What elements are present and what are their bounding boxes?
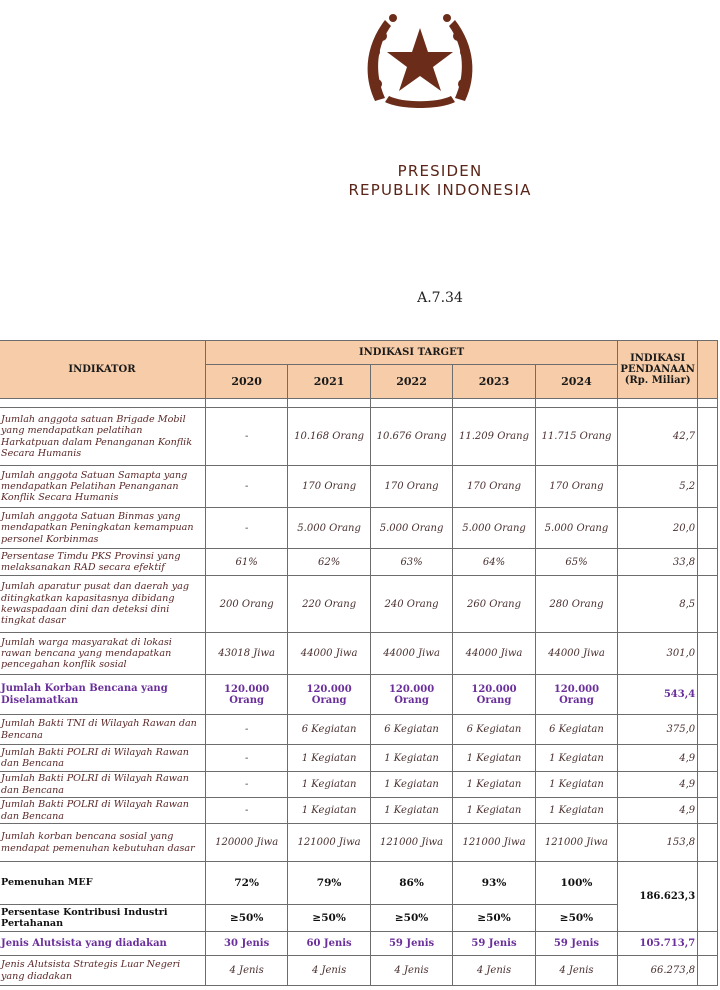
funding-value: 66.273,8 (618, 956, 698, 986)
indicator-name: Jumlah korban bencana sosial yang mendapat pemenuhan kebutuhan dasar (0, 824, 205, 862)
col-indikasi-target: INDIKASI TARGET (205, 341, 617, 365)
indicator-name: Jumlah Bakti TNI di Wilayah Rawan dan Bencana (0, 715, 205, 745)
table-row (0, 745, 718, 772)
indicator-name: Jenis Alutsista yang diadakan (0, 932, 205, 956)
year-2020: 2020 (205, 365, 287, 399)
table-row (0, 956, 718, 986)
target-2023: 170 Orang (453, 466, 535, 508)
indicator-name: Persentase Timdu PKS Provinsi yang melaksanakan RAD secara efektif (0, 549, 205, 576)
col-indikator: INDIKATOR (0, 341, 205, 399)
target-2020: - (205, 408, 287, 466)
target-2024: 1 Kegiatan (535, 798, 617, 824)
table-row (0, 549, 718, 576)
target-2021: 60 Jenis (288, 932, 370, 956)
target-2020: - (205, 508, 287, 549)
target-2020: ≥50% (205, 905, 287, 932)
year-2022: 2022 (370, 365, 452, 399)
funding-value: 153,8 (618, 824, 698, 862)
target-2024: 1 Kegiatan (535, 745, 617, 772)
target-2022: 44000 Jiwa (370, 633, 452, 675)
president-title: PRESIDEN (397, 162, 483, 180)
target-2023: 1 Kegiatan (453, 772, 535, 798)
funding-value: 4,9 (618, 772, 698, 798)
table-row (0, 715, 718, 745)
target-2022: 86% (370, 862, 452, 905)
target-2021: 79% (288, 862, 370, 905)
indicator-name: Jumlah anggota satuan Brigade Mobil yang mendapatkan pelatihan Harkatpuan dalam Penanganan Konflik Secara Humanis (0, 408, 205, 466)
funding-value: 543,4 (618, 675, 698, 715)
target-2020: - (205, 772, 287, 798)
pendanaan-line-3: (Rp. Miliar) (624, 375, 691, 386)
target-2022: 10.676 Orang (370, 408, 452, 466)
funding-value: 375,0 (618, 715, 698, 745)
target-2024: 5.000 Orang (535, 508, 617, 549)
indicator-name: Jumlah anggota Satuan Binmas yang mendapatkan Peningkatan kemampuan personel Korbinmas (0, 508, 205, 549)
target-2022: 240 Orang (370, 576, 452, 633)
target-2023: 11.209 Orang (453, 408, 535, 466)
target-2020: 200 Orang (205, 576, 287, 633)
year-2024: 2024 (535, 365, 617, 399)
table-row (0, 905, 718, 932)
target-2023: 4 Jenis (453, 956, 535, 986)
pendanaan-line-1: INDIKASI (630, 353, 686, 364)
indicator-name: Pemenuhan MEF (0, 862, 205, 905)
year-2023: 2023 (453, 365, 535, 399)
target-2021: 1 Kegiatan (288, 745, 370, 772)
funding-value: 105.713,7 (618, 932, 698, 956)
target-2020: 61% (205, 549, 287, 576)
target-2024: 120.000 Orang (535, 675, 617, 715)
target-2024: 44000 Jiwa (535, 633, 617, 675)
indicator-name: Jumlah aparatur pusat dan daerah yag ditingkatkan kapasitasnya dibidang kewaspadaan dini dan deteksi dini tingkat dasar (0, 576, 205, 633)
target-2024: 100% (535, 862, 617, 905)
target-2022: 170 Orang (370, 466, 452, 508)
target-2021: 170 Orang (288, 466, 370, 508)
target-2021: 121000 Jiwa (288, 824, 370, 862)
target-2022: 6 Kegiatan (370, 715, 452, 745)
funding-value: 8,5 (618, 576, 698, 633)
table-row (0, 576, 718, 633)
target-2022: 4 Jenis (370, 956, 452, 986)
target-2022: 1 Kegiatan (370, 772, 452, 798)
table-row (0, 798, 718, 824)
col-extra (698, 341, 718, 399)
target-2023: 1 Kegiatan (453, 745, 535, 772)
target-2023: 121000 Jiwa (453, 824, 535, 862)
target-2023: 44000 Jiwa (453, 633, 535, 675)
target-2023: 59 Jenis (453, 932, 535, 956)
target-2021: 62% (288, 549, 370, 576)
target-2021: 6 Kegiatan (288, 715, 370, 745)
table-row (0, 508, 718, 549)
target-2020: 120.000 Orang (205, 675, 287, 715)
republic-title: REPUBLIK INDONESIA (348, 181, 532, 199)
target-2020: - (205, 466, 287, 508)
indicator-table (0, 340, 718, 986)
funding-value: 5,2 (618, 466, 698, 508)
target-2023: 120.000 Orang (453, 675, 535, 715)
target-2021: 1 Kegiatan (288, 798, 370, 824)
spacer-row (0, 399, 718, 408)
table-row (0, 466, 718, 508)
target-2021: 44000 Jiwa (288, 633, 370, 675)
target-2024: 170 Orang (535, 466, 617, 508)
target-2021: ≥50% (288, 905, 370, 932)
table-row (0, 633, 718, 675)
target-2024: 121000 Jiwa (535, 824, 617, 862)
table-row (0, 932, 718, 956)
target-2022: 5.000 Orang (370, 508, 452, 549)
funding-value: 186.623,3 (618, 862, 698, 932)
target-2021: 220 Orang (288, 576, 370, 633)
indicator-name: Jumlah warga masyarakat di lokasi rawan bencana yang mendapatkan pencegahan konflik sosial (0, 633, 205, 675)
target-2020: 72% (205, 862, 287, 905)
target-2020: - (205, 798, 287, 824)
target-2023: ≥50% (453, 905, 535, 932)
target-2022: 121000 Jiwa (370, 824, 452, 862)
funding-value: 42,7 (618, 408, 698, 466)
target-2024: 280 Orang (535, 576, 617, 633)
target-2023: 5.000 Orang (453, 508, 535, 549)
target-2023: 260 Orang (453, 576, 535, 633)
target-2020: 4 Jenis (205, 956, 287, 986)
target-2020: 120000 Jiwa (205, 824, 287, 862)
garuda-star-emblem-icon (355, 6, 485, 114)
target-2022: 59 Jenis (370, 932, 452, 956)
target-2020: - (205, 745, 287, 772)
indicator-name: Jenis Alutsista Strategis Luar Negeri yang diadakan (0, 956, 205, 986)
pendanaan-line-2: PENDANAAN (620, 364, 695, 375)
target-2024: 11.715 Orang (535, 408, 617, 466)
target-2022: 1 Kegiatan (370, 745, 452, 772)
target-2021: 5.000 Orang (288, 508, 370, 549)
target-2024: 59 Jenis (535, 932, 617, 956)
target-2023: 6 Kegiatan (453, 715, 535, 745)
target-2024: 65% (535, 549, 617, 576)
table-row (0, 408, 718, 466)
target-2022: 120.000 Orang (370, 675, 452, 715)
table-row (0, 824, 718, 862)
year-2021: 2021 (288, 365, 370, 399)
target-2024: ≥50% (535, 905, 617, 932)
table-row (0, 772, 718, 798)
target-2024: 4 Jenis (535, 956, 617, 986)
funding-value: 33,8 (618, 549, 698, 576)
target-2021: 1 Kegiatan (288, 772, 370, 798)
target-2021: 120.000 Orang (288, 675, 370, 715)
target-2021: 10.168 Orang (288, 408, 370, 466)
indicator-name: Jumlah Bakti POLRI di Wilayah Rawan dan Bencana (0, 745, 205, 772)
target-2022: 1 Kegiatan (370, 798, 452, 824)
target-2023: 64% (453, 549, 535, 576)
funding-value: 20,0 (618, 508, 698, 549)
target-2023: 1 Kegiatan (453, 798, 535, 824)
indicator-name: Persentase Kontribusi Industri Pertahanan (0, 905, 205, 932)
target-2022: 63% (370, 549, 452, 576)
target-2020: 30 Jenis (205, 932, 287, 956)
target-2020: 43018 Jiwa (205, 633, 287, 675)
funding-value: 301,0 (618, 633, 698, 675)
page-code: A.7.34 (417, 290, 463, 306)
funding-value: 4,9 (618, 798, 698, 824)
table-row (0, 675, 718, 715)
target-2020: - (205, 715, 287, 745)
target-2022: ≥50% (370, 905, 452, 932)
table-row (0, 862, 718, 905)
target-2024: 1 Kegiatan (535, 772, 617, 798)
indicator-name: Jumlah anggota Satuan Samapta yang mendapatkan Pelatihan Penanganan Konflik Secara Humanis (0, 466, 205, 508)
target-2021: 4 Jenis (288, 956, 370, 986)
target-2024: 6 Kegiatan (535, 715, 617, 745)
col-indikasi-pendanaan (618, 341, 698, 399)
target-2023: 93% (453, 862, 535, 905)
indicator-name: Jumlah Bakti POLRI di Wilayah Rawan dan Bencana (0, 798, 205, 824)
indicator-name: Jumlah Bakti POLRI di Wilayah Rawan dan Bencana (0, 772, 205, 798)
indicator-name: Jumlah Korban Bencana yang Diselamatkan (0, 675, 205, 715)
funding-value: 4,9 (618, 745, 698, 772)
